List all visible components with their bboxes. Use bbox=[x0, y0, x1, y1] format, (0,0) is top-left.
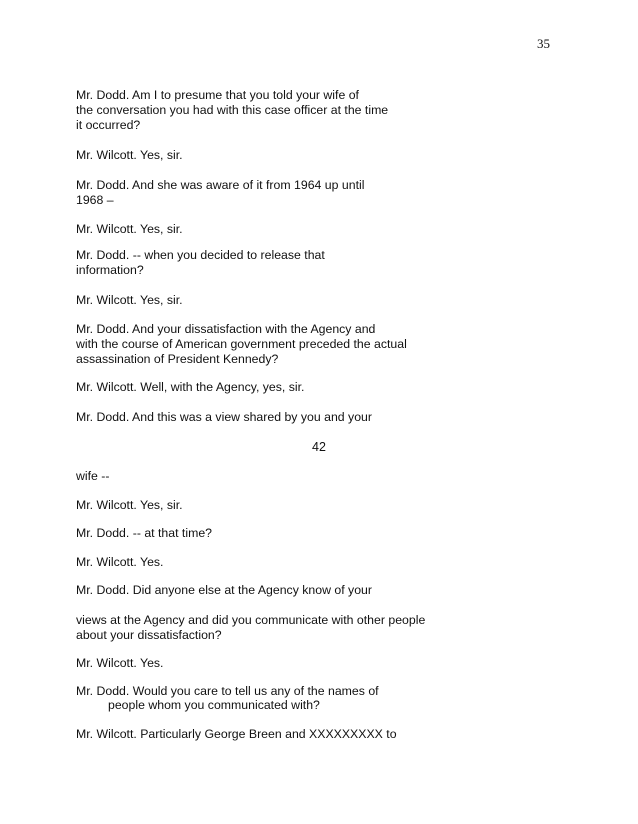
transcript-paragraph: Mr. Wilcott. Yes, sir. bbox=[76, 498, 183, 512]
transcript-paragraph: Mr. Wilcott. Well, with the Agency, yes, sir. bbox=[76, 380, 305, 394]
transcript-paragraph: Mr. Dodd. Did anyone else at the Agency know of your bbox=[76, 583, 372, 597]
transcript-paragraph: Mr. Dodd. -- when you decided to release that information? bbox=[76, 248, 325, 277]
transcript-paragraph: Mr. Dodd. And she was aware of it from 1964 up until 1968 – bbox=[76, 178, 365, 207]
transcript-paragraph: Mr. Wilcott. Particularly George Breen and XXXXXXXXX to bbox=[76, 727, 397, 741]
page-number: 35 bbox=[537, 36, 550, 51]
transcript-paragraph: Mr. Dodd. And this was a view shared by you and your bbox=[76, 410, 372, 424]
transcript-paragraph: Mr. Wilcott. Yes, sir. bbox=[76, 148, 183, 162]
transcript-paragraph: views at the Agency and did you communicate with other people about your dissatisfaction? bbox=[76, 613, 426, 642]
transcript-paragraph: Mr. Wilcott. Yes, sir. bbox=[76, 222, 183, 236]
transcript-paragraph: Mr. Dodd. -- at that time? bbox=[76, 526, 212, 540]
transcript-paragraph: Mr. Wilcott. Yes. bbox=[76, 555, 164, 569]
transcript-paragraph: Mr. Wilcott. Yes. bbox=[76, 656, 164, 670]
transcript-paragraph: Mr. Dodd. Would you care to tell us any of the names of bbox=[76, 684, 379, 698]
transcript-paragraph: people whom you communicated with? bbox=[108, 698, 320, 712]
transcript-paragraph: Mr. Wilcott. Yes, sir. bbox=[76, 293, 183, 307]
transcript-paragraph: Mr. Dodd. Am I to presume that you told your wife of the conversation you had with this case officer at the time it occurred? bbox=[76, 88, 389, 132]
inner-page-number: 42 bbox=[312, 440, 326, 454]
transcript-paragraph: wife -- bbox=[76, 469, 110, 483]
transcript-paragraph: Mr. Dodd. And your dissatisfaction with the Agency and with the course of American government preceded the actual assassination of President Kennedy? bbox=[76, 322, 407, 366]
